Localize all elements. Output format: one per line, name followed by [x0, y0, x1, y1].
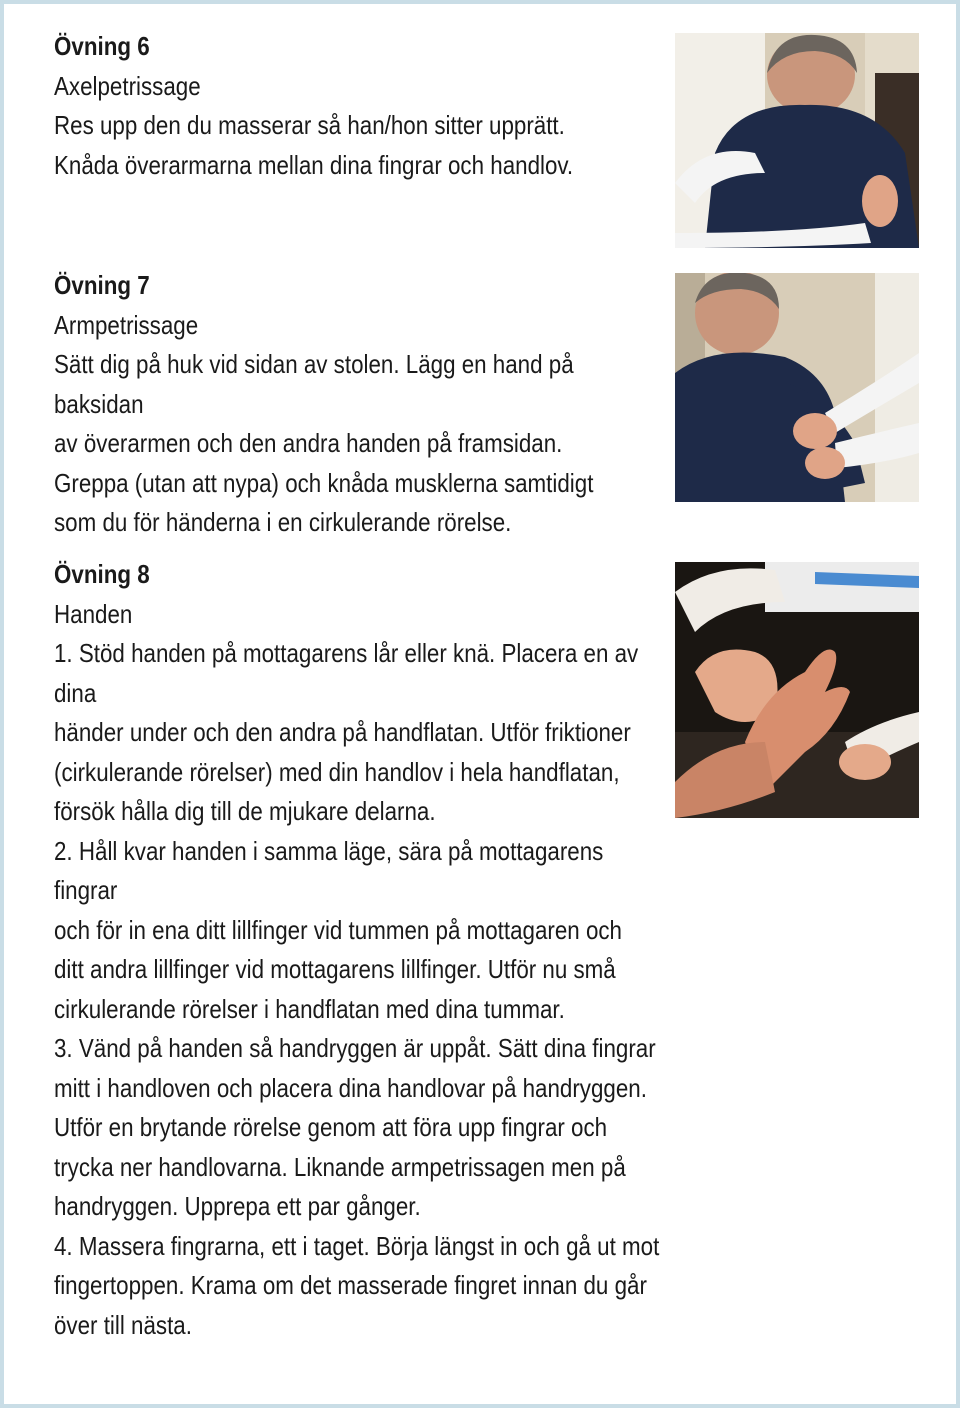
exercise-line: och för in ena ditt lillfinger vid tummen på mottagaren och	[54, 914, 623, 945]
exercise-line: som du för händerna i en cirkulerande rörelse.	[54, 507, 512, 537]
exercise-line: över till nästa.	[54, 1309, 192, 1340]
exercise-line: 1. Stöd handen på mottagarens lår eller knä. Placera en av dina	[54, 638, 639, 708]
exercise-heading: Övning 8	[54, 559, 150, 589]
exercise-line: Armpetrissage	[54, 309, 199, 340]
exercise-line: av överarmen och den andra handen på framsidan.	[54, 428, 563, 458]
exercise-line: cirkulerande rörelser i handflatan med dina tummar.	[54, 993, 565, 1024]
exercise-line: 4. Massera fingrarna, ett i taget. Börja längst in och gå ut mot	[54, 1230, 660, 1261]
exercise-line: Axelpetrissage	[54, 70, 201, 101]
exercise-heading: Övning 6	[54, 31, 150, 61]
exercise-line: (cirkulerande rörelser) med din handlov i hela handflatan,	[54, 756, 620, 787]
exercise-line: handryggen. Upprepa ett par gånger.	[54, 1191, 421, 1221]
exercise-heading: Övning 7	[54, 270, 150, 300]
arm-massage-photo	[675, 273, 919, 502]
shoulder-massage-photo	[675, 33, 919, 248]
exercise-8-section	[54, 555, 665, 1345]
exercise-6-section	[54, 27, 665, 185]
hand-massage-photo	[675, 562, 919, 818]
exercise-line: 3. Vänd på handen så handryggen är uppåt. Sätt dina fingrar	[54, 1033, 656, 1063]
exercise-line: Res upp den du masserar så han/hon sitter upprätt.	[54, 110, 565, 140]
exercise-line: 2. Håll kvar handen i samma läge, sära på mottagarens fingrar	[54, 835, 604, 905]
exercise-line: försök hålla dig till de mjukare delarna.	[54, 796, 436, 826]
exercise-line: ditt andra lillfinger vid mottagarens lillfinger. Utför nu små	[54, 954, 616, 984]
exercise-line: Utför en brytande rörelse genom att föra upp fingrar och	[54, 1112, 608, 1142]
exercise-line: fingertoppen. Krama om det masserade fingret innan du går	[54, 1270, 647, 1300]
exercise-7-section	[54, 266, 665, 543]
exercise-line: Handen	[54, 598, 133, 629]
exercise-line: händer under och den andra på handflatan. Utför friktioner	[54, 717, 631, 747]
exercise-line: Greppa (utan att nypa) och knåda musklerna samtidigt	[54, 467, 594, 498]
exercise-line: Sätt dig på huk vid sidan av stolen. Lägg en hand på baksidan	[54, 349, 574, 419]
exercise-line: mitt i handloven och placera dina handlovar på handryggen.	[54, 1072, 647, 1103]
exercise-line: trycka ner handlovarna. Liknande armpetrissagen men på	[54, 1151, 626, 1182]
exercise-line: Knåda överarmarna mellan dina fingrar och handlov.	[54, 149, 574, 180]
